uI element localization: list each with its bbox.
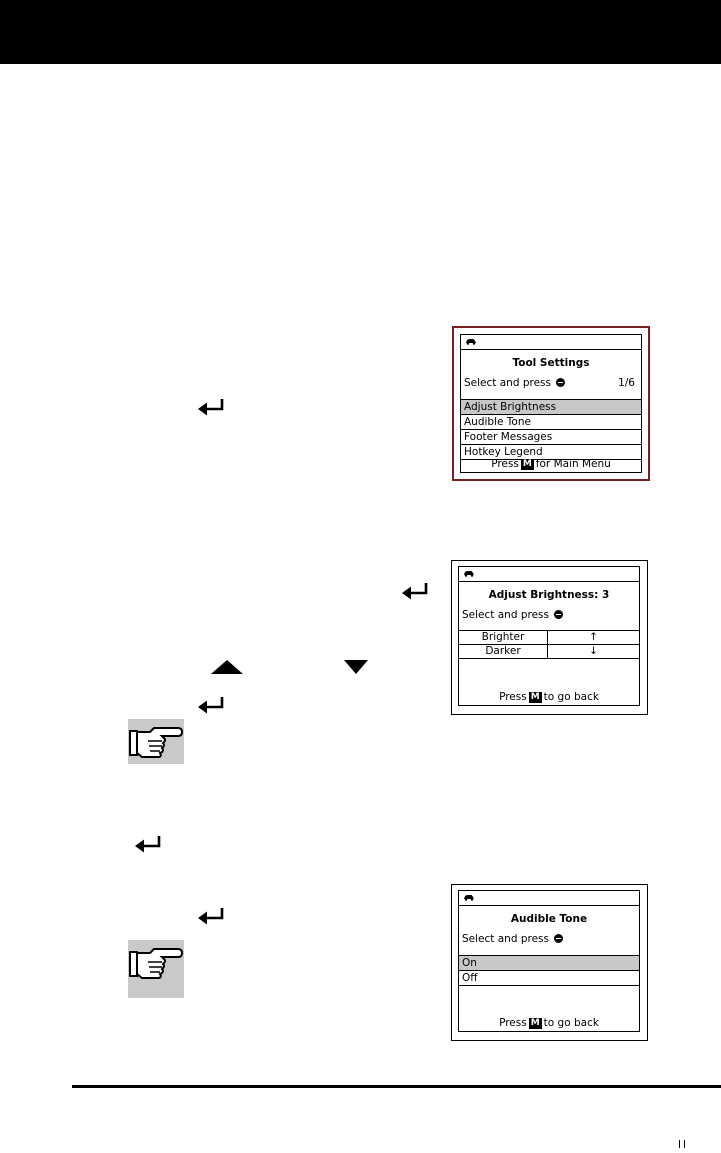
select-text: Select and press <box>464 377 551 389</box>
lcd-display <box>458 566 640 706</box>
menu-item-on[interactable]: On <box>459 956 639 971</box>
menu-item-hotkey-legend[interactable]: Hotkey Legend <box>461 445 641 460</box>
vehicle-icon <box>463 894 475 901</box>
lcd-status-bar <box>459 891 639 906</box>
menu-item-off[interactable]: Off <box>459 971 639 986</box>
select-text: Select and press <box>462 933 549 945</box>
audible-tone-menu <box>459 955 639 986</box>
pointing-hand-note-icon <box>128 940 184 998</box>
footer-text: for Main Menu <box>535 458 611 470</box>
lcd-status-bar <box>459 567 639 582</box>
lcd-status-bar <box>461 335 641 350</box>
down-arrow-icon <box>344 660 368 674</box>
menu-item-adjust-brightness[interactable]: Adjust Brightness <box>461 400 641 415</box>
down-key-label: ↓ <box>548 645 640 659</box>
enter-key-icon <box>196 906 226 928</box>
select-prompt <box>461 376 641 390</box>
tool-settings-menu <box>461 399 641 460</box>
m-key-icon: M <box>530 692 540 702</box>
vehicle-icon <box>463 570 475 577</box>
lcd-display <box>460 334 642 473</box>
up-arrow-icon <box>211 660 243 674</box>
page-mark <box>679 1140 693 1150</box>
option-row-brighter[interactable] <box>459 631 639 645</box>
select-prompt <box>459 932 639 946</box>
enter-key-icon <box>400 581 430 603</box>
up-key-label: ↑ <box>548 631 640 645</box>
menu-item-footer-messages[interactable]: Footer Messages <box>461 430 641 445</box>
screen-title: Adjust Brightness: 3 <box>488 589 610 601</box>
lcd-display <box>458 890 640 1032</box>
footer-text: to go back <box>543 1017 599 1029</box>
adjust-brightness-screen <box>451 560 648 715</box>
lcd-footer <box>461 457 641 472</box>
page-header-bar <box>0 0 721 64</box>
enter-key-icon <box>554 610 563 619</box>
pointing-hand-note-icon <box>128 719 184 764</box>
menu-item-audible-tone[interactable]: Audible Tone <box>461 415 641 430</box>
screen-title: Audible Tone <box>510 913 588 925</box>
enter-key-icon <box>554 934 563 943</box>
footer-text: to go back <box>543 691 599 703</box>
footer-text: Press <box>499 1017 527 1029</box>
audible-tone-screen <box>451 884 648 1041</box>
footer-rule <box>72 1085 721 1088</box>
tool-settings-screen <box>452 326 650 481</box>
option-row-darker[interactable] <box>459 645 639 659</box>
select-text: Select and press <box>462 609 549 621</box>
page-indicator: 1/6 <box>618 377 635 389</box>
enter-key-icon <box>196 397 226 419</box>
footer-text: Press <box>499 691 527 703</box>
enter-key-icon <box>133 834 163 856</box>
option-label: Brighter <box>459 631 548 645</box>
m-key-icon: M <box>530 1018 540 1028</box>
brightness-options <box>459 630 639 659</box>
lcd-footer <box>459 1016 639 1031</box>
option-label: Darker <box>459 645 548 659</box>
enter-key-icon <box>556 378 565 387</box>
enter-key-icon <box>196 695 226 717</box>
m-key-icon: M <box>522 459 532 469</box>
select-prompt <box>459 608 639 622</box>
lcd-footer <box>459 690 639 705</box>
screen-title: Tool Settings <box>512 357 590 369</box>
footer-text: Press <box>491 458 519 470</box>
vehicle-icon <box>465 338 477 345</box>
